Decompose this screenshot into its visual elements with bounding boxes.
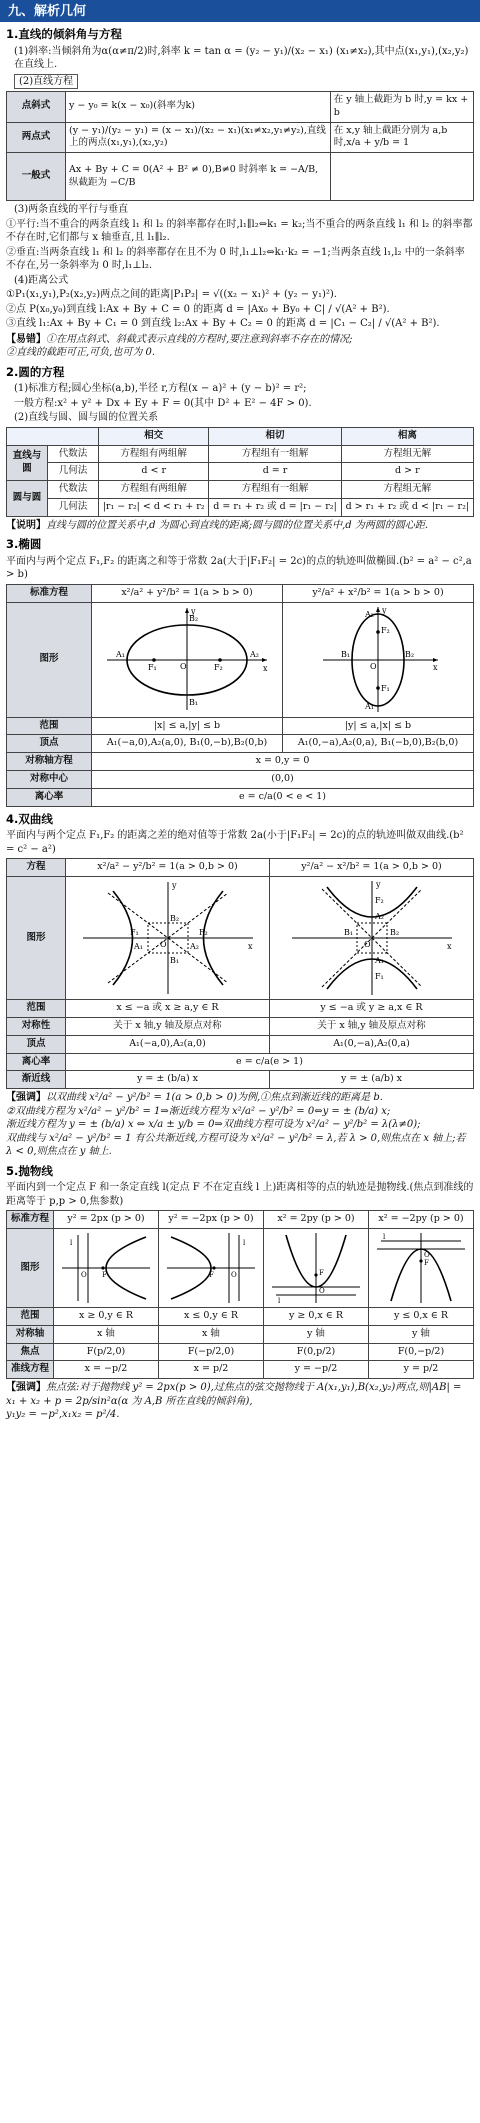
svg-text:l: l xyxy=(383,1232,386,1241)
svg-text:O: O xyxy=(81,1270,87,1279)
cell: e = c/a(0 < e < 1) xyxy=(92,788,474,806)
svg-text:A₁: A₁ xyxy=(374,956,384,966)
circle-relation-table xyxy=(6,427,474,517)
tip-text: ②双曲线方程为 x²/a² − y²/b² = 1⇒渐近线方程为 x²/a² − y²/b² = 0⇔y = ± (b/a) x; xyxy=(6,1105,391,1117)
cell xyxy=(92,602,283,717)
svg-text:B₁: B₁ xyxy=(169,956,179,966)
circle-general: 一般方程:x² + y² + Dx + Ey + F = 0(其中 D² + E² − 4F > 0). xyxy=(14,397,312,409)
tip-label: 【强调】 xyxy=(6,1092,46,1104)
cell: (y − y₁)/(y₂ − y₁) = (x − x₁)/(x₂ − x₁)(x₁≠x₂,y₁≠y₂),直线上的两点(x₁,y₁),(x₂,y₂) xyxy=(66,122,331,153)
cell: y²/a² − x²/b² = 1(a > 0,b > 0) xyxy=(270,859,474,877)
hyperbola-vertical-figure xyxy=(282,879,462,997)
svg-text:l: l xyxy=(70,1238,73,1247)
note-box xyxy=(6,519,474,533)
cell: 直线与圆 xyxy=(7,445,48,481)
svg-text:A₂: A₂ xyxy=(365,609,374,619)
svg-text:A₂: A₂ xyxy=(374,912,384,922)
cell: F(p/2,0) xyxy=(54,1343,159,1361)
cell: 标准方程 xyxy=(7,584,92,602)
tip-text: 焦点弦:对于抛物线 y² = 2px(p > 0),过焦点的弦交抛物线于 A(x₁,y₁),B(x₂,y₂)两点,则|AB| = x₁ + x₂ + p = 2p/sin²α(α 为 A,B 所在直线的倾斜角), xyxy=(6,1382,462,1407)
svg-text:B₁: B₁ xyxy=(343,928,353,938)
line-eq-table xyxy=(6,91,474,201)
svg-text:F₂: F₂ xyxy=(214,662,223,672)
tip-text: ①在用点斜式、斜截式表示直线的方程时,要注意到斜率不存在的情况; xyxy=(46,333,353,345)
cell xyxy=(159,1228,264,1307)
cell: x² = −2py (p > 0) xyxy=(369,1211,474,1229)
svg-text:A₁: A₁ xyxy=(116,649,125,659)
cell: F(0,−p/2) xyxy=(369,1343,474,1361)
parallel-perp-heading: (3)两条直线的平行与垂直 xyxy=(14,204,129,216)
tip-text: 以双曲线 x²/a² − y²/b² = 1(a > 0,b > 0)为例,①焦点到渐近线的距离是 b. xyxy=(46,1092,383,1104)
cell: Ax + By + C = 0(A² + B² ≠ 0),B≠0 时斜率 k = −A/B,纵截距为 −C/B xyxy=(66,153,331,201)
cell: y 轴 xyxy=(369,1325,474,1343)
cell: 对称性 xyxy=(7,1017,66,1035)
cell: 方程组有两组解 xyxy=(99,445,209,463)
note-label: 【说明】 xyxy=(6,519,46,531)
svg-text:l: l xyxy=(243,1238,246,1247)
parabola-down-figure xyxy=(373,1231,469,1305)
svg-text:x: x xyxy=(433,662,438,672)
svg-text:B₁: B₁ xyxy=(341,649,351,659)
cell: y ≤ 0,x ∈ R xyxy=(369,1307,474,1325)
svg-text:x: x xyxy=(263,663,268,673)
svg-text:F₁: F₁ xyxy=(148,662,157,672)
cell: F(−p/2,0) xyxy=(159,1343,264,1361)
cell: 图形 xyxy=(7,1228,54,1307)
cell: 方程组有一组解 xyxy=(209,445,341,463)
perp-rule: ②垂直:当两条直线 l₁ 和 l₂ 的斜率都存在且不为 0 时,l₁⊥l₂⇔k₁·k₂ = −1;当两条直线 l₁,l₂ 中的一条斜率不存在,另一条斜率为 0 时,l₁⊥l₂. xyxy=(6,246,465,272)
hyperbola-tips xyxy=(6,1091,474,1159)
distance-heading: (4)距离公式 xyxy=(14,274,69,286)
cell: A₁(−a,0),A₂(a,0), B₁(0,−b),B₂(0,b) xyxy=(92,735,283,753)
cell: d > r xyxy=(341,463,473,481)
cell xyxy=(54,1228,159,1307)
svg-text:B₂: B₂ xyxy=(169,914,179,924)
cell: y = −p/2 xyxy=(264,1361,369,1379)
cell: 在 x,y 轴上截距分别为 a,b 时,x/a + y/b = 1 xyxy=(330,122,473,153)
tip-text: y₁y₂ = −p²,x₁x₂ = p²/4. xyxy=(6,1409,120,1421)
section-title: 九、解析几何 xyxy=(0,0,480,22)
cell: 方程组无解 xyxy=(341,481,473,499)
cell: d = r₁ + r₂ 或 d = |r₁ − r₂| xyxy=(209,499,341,517)
svg-text:F: F xyxy=(209,1270,214,1279)
cell: d < r xyxy=(99,463,209,481)
parabola-table xyxy=(6,1210,474,1379)
cell xyxy=(369,1228,474,1307)
svg-text:B₂: B₂ xyxy=(405,649,415,659)
cell: 关于 x 轴,y 轴及原点对称 xyxy=(66,1017,270,1035)
parabola-left-figure xyxy=(163,1231,259,1305)
cell: 方程组无解 xyxy=(341,445,473,463)
svg-text:B₂: B₂ xyxy=(389,928,399,938)
cell: 图形 xyxy=(7,877,66,1000)
svg-text:A₁: A₁ xyxy=(133,942,143,952)
hyperbola-intro: 平面内与两个定点 F₁,F₂ 的距离之差的绝对值等于常数 2a(小于|F₁F₂| = 2c)的点的轨迹叫做双曲线.(b² = c² − a²) xyxy=(6,830,464,855)
cell: y ≤ −a 或 y ≥ a,x ∈ R xyxy=(270,1000,474,1018)
cell: F(0,p/2) xyxy=(264,1343,369,1361)
cell xyxy=(330,153,473,201)
distance-parallel-lines: ③直线 l₁:Ax + By + C₁ = 0 到直线 l₂:Ax + By + C₂ = 0 的距离 d = |C₁ − C₂| / √(A² + B²). xyxy=(6,318,440,330)
svg-text:O: O xyxy=(370,661,377,671)
cell: A₁(0,−a),A₂(0,a), B₁(−b,0),B₂(b,0) xyxy=(283,735,474,753)
cell: 关于 x 轴,y 轴及原点对称 xyxy=(270,1017,474,1035)
cell: |x| ≤ a,|y| ≤ b xyxy=(92,717,283,735)
distance-two-points: ①P₁(x₁,y₁),P₂(x₂,y₂)两点之间的距离|P₁P₂| = √((x₂ − x₁)² + (y₂ − y₁)²). xyxy=(6,289,337,301)
cell: A₁(−a,0),A₂(a,0) xyxy=(66,1035,270,1053)
cell: 范围 xyxy=(7,1307,54,1325)
svg-text:F: F xyxy=(319,1268,324,1277)
tip-text: ②直线的截距可正,可负,也可为 0. xyxy=(6,347,156,359)
cell: 标准方程 xyxy=(7,1211,54,1229)
cell: |y| ≤ a,|x| ≤ b xyxy=(283,717,474,735)
cell: 代数法 xyxy=(48,445,99,463)
cell xyxy=(264,1228,369,1307)
cell: 渐近线 xyxy=(7,1071,66,1089)
cell: 点斜式 xyxy=(7,92,66,123)
svg-text:O: O xyxy=(159,940,167,950)
cell: 相离 xyxy=(341,427,473,445)
cell: x²/a² − y²/b² = 1(a > 0,b > 0) xyxy=(66,859,270,877)
cell xyxy=(270,877,474,1000)
circle-relation-heading: (2)直线与圆、圆与圆的位置关系 xyxy=(14,412,159,424)
cell: (0,0) xyxy=(92,771,474,789)
cell: x ≥ 0,y ∈ R xyxy=(54,1307,159,1325)
cell: y = p/2 xyxy=(369,1361,474,1379)
svg-text:O: O xyxy=(363,940,371,950)
cell: 一般式 xyxy=(7,153,66,201)
cell: x 轴 xyxy=(159,1325,264,1343)
heading-hyperbola: 4.双曲线 xyxy=(6,811,53,826)
cell: 顶点 xyxy=(7,735,92,753)
cell xyxy=(66,877,270,1000)
tip-label: 【强调】 xyxy=(6,1382,46,1394)
cell: 几何法 xyxy=(48,499,99,517)
cell: 圆与圆 xyxy=(7,481,48,517)
ellipse-vertical-figure xyxy=(293,605,463,715)
svg-text:y: y xyxy=(382,605,387,615)
cell: y − y₀ = k(x − x₀)(斜率为k) xyxy=(66,92,331,123)
parabola-intro: 平面内到一个定点 F 和一条定直线 l(定点 F 不在定直线 l 上)距离相等的点的轨迹是抛物线.(焦点到准线的距离等于 p,p > 0,焦参数) xyxy=(6,1182,474,1207)
distance-point-line: ②点 P(x₀,y₀)到直线 l:Ax + By + C = 0 的距离 d = |Ax₀ + By₀ + C| / √(A² + B²). xyxy=(6,303,390,315)
svg-text:A₁: A₁ xyxy=(365,701,374,711)
hyperbola-horizontal-figure xyxy=(78,879,258,997)
svg-text:F₁: F₁ xyxy=(129,928,139,938)
svg-text:B₁: B₁ xyxy=(189,697,199,707)
cell: x ≤ 0,y ∈ R xyxy=(159,1307,264,1325)
cell: y ≥ 0,x ∈ R xyxy=(264,1307,369,1325)
svg-text:F₁: F₁ xyxy=(381,683,390,693)
tip-box xyxy=(6,333,474,360)
svg-text:F₁: F₁ xyxy=(374,972,384,982)
cell: x = 0,y = 0 xyxy=(92,753,474,771)
cell: A₁(0,−a),A₂(0,a) xyxy=(270,1035,474,1053)
parallel-rule: ①平行:当不重合的两条直线 l₁ 和 l₂ 的斜率都存在时,l₁∥l₂⇔k₁ = k₂;当不重合的两条直线 l₁ 和 l₂ 的斜率都不存在时,它们都与 x 轴垂直,且 l₁∥l₂. xyxy=(6,218,473,244)
cell: y = ± (b/a) x xyxy=(66,1071,270,1089)
tip-text: 渐近线方程为 y = ± (b/a) x ⇔ x/a ± y/b = 0⇒双曲线方程可设为 x²/a² − y²/b² = λ(λ≠0); xyxy=(6,1119,421,1131)
cell: 相交 xyxy=(99,427,209,445)
cell: 对称轴 xyxy=(7,1325,54,1343)
cell: y²/a² + x²/b² = 1(a > b > 0) xyxy=(283,584,474,602)
svg-text:F: F xyxy=(424,1258,429,1267)
ellipse-horizontal-figure xyxy=(102,605,272,715)
cell: y² = −2px (p > 0) xyxy=(159,1211,264,1229)
cell: 几何法 xyxy=(48,463,99,481)
cell: 方程组有两组解 xyxy=(99,481,209,499)
svg-text:y: y xyxy=(191,606,196,616)
cell: 准线方程 xyxy=(7,1361,54,1379)
svg-text:F₂: F₂ xyxy=(374,896,384,906)
cell: y 轴 xyxy=(264,1325,369,1343)
cell: 对称中心 xyxy=(7,771,92,789)
svg-text:F₂: F₂ xyxy=(198,928,208,938)
cell: 图形 xyxy=(7,602,92,717)
svg-text:F: F xyxy=(102,1270,107,1279)
cell: x ≤ −a 或 x ≥ a,y ∈ R xyxy=(66,1000,270,1018)
svg-text:B₂: B₂ xyxy=(189,613,199,623)
cell: e = c/a(e > 1) xyxy=(66,1053,474,1071)
cell: |r₁ − r₂| < d < r₁ + r₂ xyxy=(99,499,209,517)
cell xyxy=(283,602,474,717)
heading-ellipse: 3.椭圆 xyxy=(6,537,42,552)
cell: x 轴 xyxy=(54,1325,159,1343)
cell: 在 y 轴上截距为 b 时,y = kx + b xyxy=(330,92,473,123)
svg-text:y: y xyxy=(375,880,381,890)
cell: x = −p/2 xyxy=(54,1361,159,1379)
heading-line: 1.直线的倾斜角与方程 xyxy=(6,27,122,41)
cell: 两点式 xyxy=(7,122,66,153)
heading-circle: 2.圆的方程 xyxy=(6,364,65,379)
cell: 代数法 xyxy=(48,481,99,499)
parabola-up-figure xyxy=(268,1231,364,1305)
tip-text: 双曲线与 x²/a² − y²/b² = 1 有公共渐近线,方程可设为 x²/a² − y²/b² = λ,若 λ > 0,则焦点在 x 轴上;若 λ < 0,则焦点在 y 轴上. xyxy=(6,1132,466,1158)
cell: 焦点 xyxy=(7,1343,54,1361)
cell: 对称轴方程 xyxy=(7,753,92,771)
cell: x²/a² + y²/b² = 1(a > b > 0) xyxy=(92,584,283,602)
ellipse-table xyxy=(6,584,474,807)
tip-label: 【易错】 xyxy=(6,333,46,345)
cell: y = ± (a/b) x xyxy=(270,1071,474,1089)
hyperbola-table xyxy=(6,858,474,1089)
cell: 范围 xyxy=(7,717,92,735)
line-eq-label: (2)直线方程 xyxy=(14,74,78,90)
cell xyxy=(7,427,99,445)
svg-text:l: l xyxy=(278,1296,281,1305)
cell: 顶点 xyxy=(7,1035,66,1053)
svg-text:F₂: F₂ xyxy=(381,625,390,635)
parabola-right-figure xyxy=(58,1231,154,1305)
cell: 方程组有一组解 xyxy=(209,481,341,499)
cell: 方程 xyxy=(7,859,66,877)
svg-text:O: O xyxy=(424,1250,430,1259)
cell: d > r₁ + r₂ 或 d < |r₁ − r₂| xyxy=(341,499,473,517)
cell: 相切 xyxy=(209,427,341,445)
svg-text:x: x xyxy=(247,942,253,952)
slope-def: (1)斜率:当倾斜角为α(α≠π/2)时,斜率 k = tan α = (y₂ − y₁)/(x₂ − x₁) (x₁≠x₂),其中点(x₁,y₁),(x₂,y₂)在直线上. xyxy=(14,45,469,71)
svg-text:O: O xyxy=(319,1286,325,1295)
note-text: 直线与圆的位置关系中,d 为圆心到直线的距离;圆与圆的位置关系中,d 为两圆的圆心距. xyxy=(46,519,429,531)
cell: d = r xyxy=(209,463,341,481)
heading-parabola: 5.抛物线 xyxy=(6,1163,53,1178)
cell: x = p/2 xyxy=(159,1361,264,1379)
svg-text:A₂: A₂ xyxy=(250,649,259,659)
cell: y² = 2px (p > 0) xyxy=(54,1211,159,1229)
ellipse-intro: 平面内与两个定点 F₁,F₂ 的距离之和等于常数 2a(大于|F₁F₂| = 2c)的点的轨迹叫做椭圆.(b² = a² − c²,a > b) xyxy=(6,555,472,581)
svg-text:A₂: A₂ xyxy=(189,942,199,952)
svg-text:x: x xyxy=(446,942,452,952)
svg-text:O: O xyxy=(180,661,187,671)
circle-standard: (1)标准方程;圆心坐标(a,b),半径 r,方程(x − a)² + (y − b)² = r²; xyxy=(14,383,307,395)
svg-text:y: y xyxy=(171,881,177,891)
cell: 离心率 xyxy=(7,788,92,806)
parabola-tip xyxy=(6,1381,474,1422)
cell: 范围 xyxy=(7,1000,66,1018)
cell: x² = 2py (p > 0) xyxy=(264,1211,369,1229)
cell: 离心率 xyxy=(7,1053,66,1071)
svg-text:O: O xyxy=(231,1270,237,1279)
